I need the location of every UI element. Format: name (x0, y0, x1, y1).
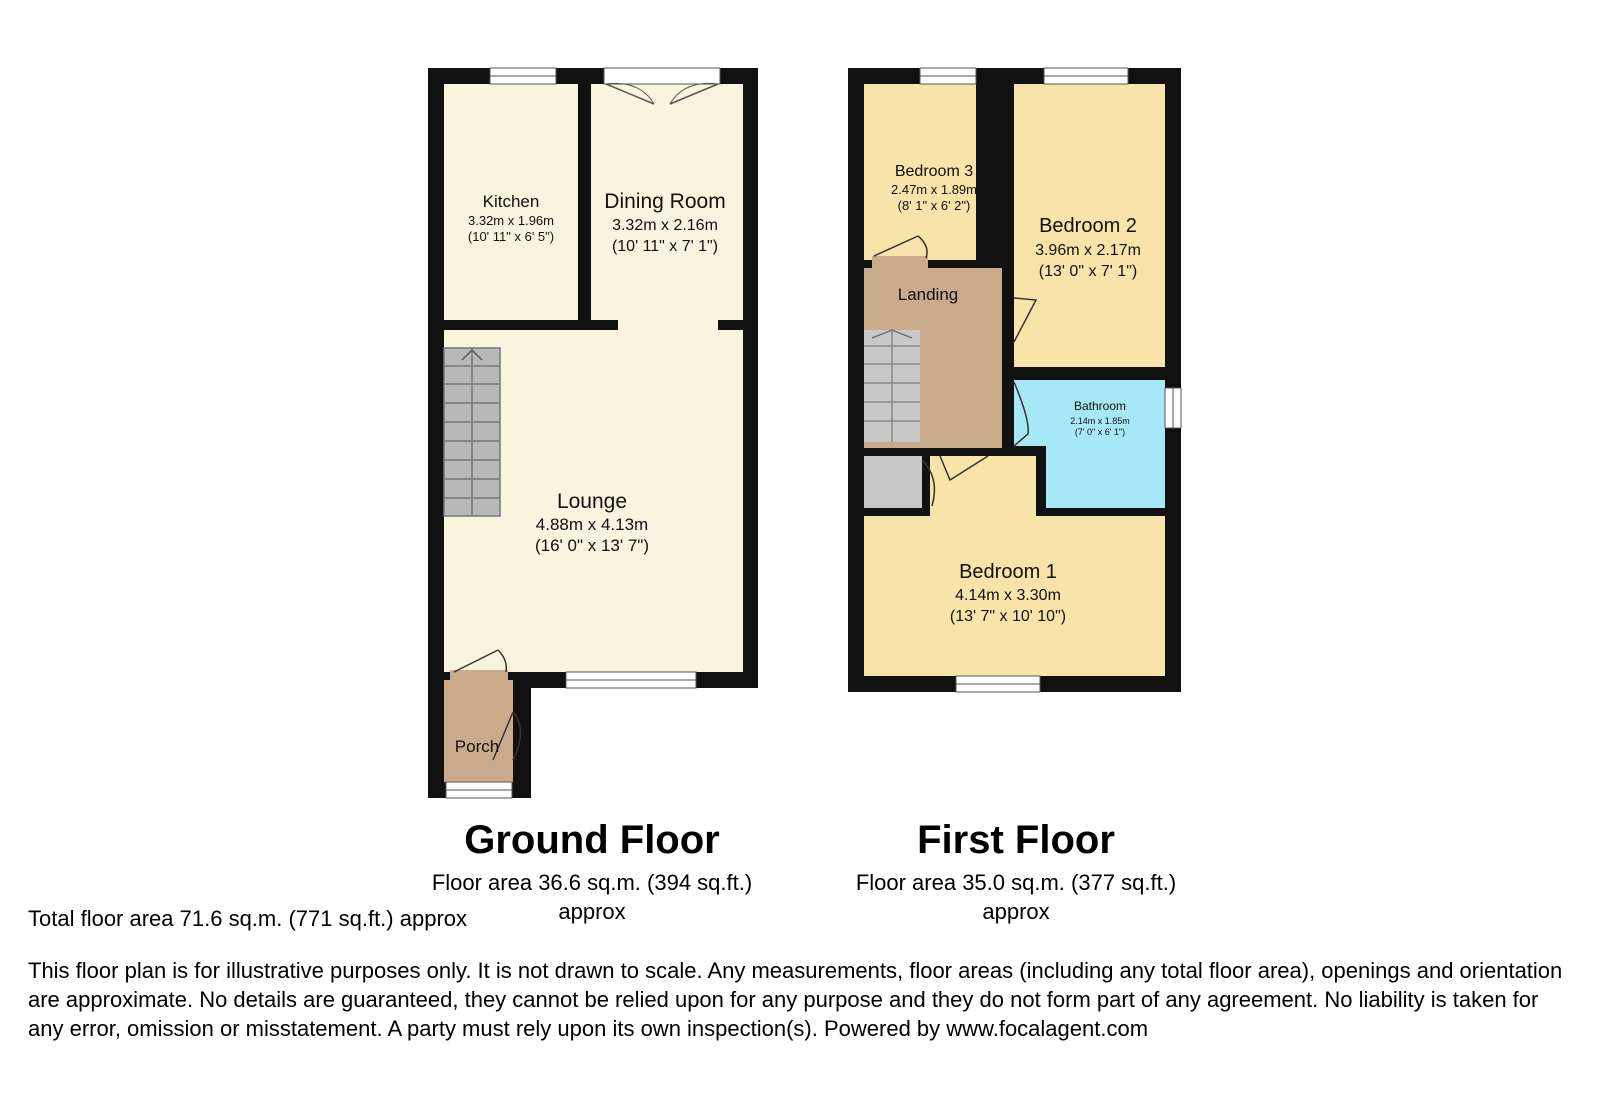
bedroom1-metric: 4.14m x 3.30m (955, 587, 1061, 604)
first-floor-area (796, 868, 1236, 926)
porch-room (444, 680, 513, 782)
bathroom-metric: 2.14m x 1.85m (1070, 416, 1130, 426)
ground-stairs (444, 348, 500, 516)
first-floor-stairs (864, 330, 920, 442)
bathroom-window (1165, 388, 1181, 428)
dining-metric: 3.32m x 2.16m (612, 217, 718, 234)
bedroom3-metric: 2.47m x 1.89m (891, 182, 977, 197)
first-floor-title: First Floor (917, 818, 1115, 862)
kitchen-window (490, 68, 556, 84)
lounge-metric: 4.88m x 4.13m (535, 515, 649, 534)
bathroom-imperial: (7' 0" x 6' 1") (1074, 427, 1126, 437)
landing-name: Landing (897, 285, 959, 304)
ground-floor-approx: approx (558, 899, 626, 924)
bathroom-name: Bathroom (1073, 399, 1127, 413)
ground-floor-plan (428, 68, 758, 798)
first-floor-approx: approx (982, 899, 1050, 924)
lounge-window (566, 672, 696, 688)
bedroom1-window (956, 676, 1040, 692)
storage-cupboard (864, 456, 922, 508)
first-floor-area-text: Floor area 35.0 sq.m. (377 sq.ft.) (855, 870, 1177, 895)
lounge-imperial: (16' 0" x 13' 7") (534, 536, 650, 555)
bedroom3-name: Bedroom 3 (894, 163, 974, 180)
bedroom3-window (920, 68, 976, 84)
dining-lounge-opening (618, 318, 718, 332)
porch-doorway (450, 670, 508, 682)
bedroom2-metric: 3.96m x 2.17m (1035, 242, 1141, 259)
kitchen-metric: 3.32m x 1.96m (468, 213, 554, 228)
first-floor-plan (848, 68, 1181, 692)
disclaimer-text: This floor plan is for illustrative purposes only. It is not drawn to scale. Any measurements, floor areas (including any total floor area), openings and orientation are approximate. No details are guaranteed, they cannot be relied upon for any purpose and they do not form part of any agreement. No liability is taken for any error, omission or misstatement. A party must rely upon its own inspection(s). Powered by www.focalagent.com (28, 958, 1563, 1041)
bedroom1-name: Bedroom 1 (959, 561, 1057, 583)
bedroom3-imperial: (8' 1" x 6' 2") (897, 198, 971, 213)
bedroom2-name: Bedroom 2 (1039, 215, 1137, 237)
dining-imperial: (10' 11" x 7' 1") (611, 238, 719, 255)
dining-name: Dining Room (604, 190, 726, 213)
bedroom2-imperial: (13' 0" x 7' 1") (1038, 263, 1138, 280)
porch-name: Porch (454, 737, 500, 756)
lounge-name: Lounge (556, 490, 628, 513)
ground-floor-title: Ground Floor (464, 818, 720, 862)
ground-floor-area-text: Floor area 36.6 sq.m. (394 sq.ft.) (431, 870, 753, 895)
bedroom1-imperial: (13' 7" x 10' 10") (949, 608, 1067, 625)
kitchen-imperial: (10' 11" x 6' 5") (467, 229, 555, 244)
bedroom1-upper (930, 456, 1036, 518)
landing-bed3-opening (872, 256, 928, 270)
bedroom2-window (1044, 68, 1128, 84)
porch-window (446, 782, 512, 798)
total-floor-area: Total floor area 71.6 sq.m. (771 sq.ft.) approx (28, 906, 468, 931)
kitchen-name: Kitchen (482, 192, 540, 211)
bathroom-lower (1046, 446, 1165, 508)
